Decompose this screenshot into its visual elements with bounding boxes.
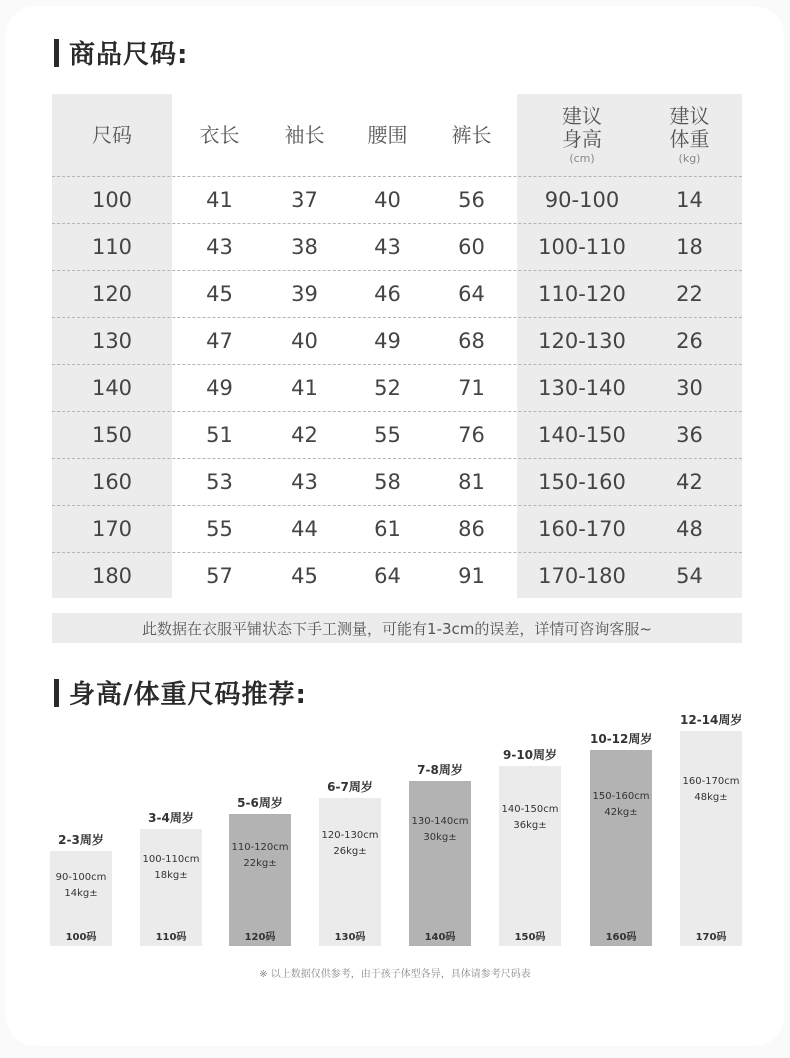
cell-pants: 91: [458, 563, 485, 588]
cell-pants: 56: [458, 187, 485, 212]
cell-length: 53: [206, 469, 233, 494]
height-range: 150-160cm: [592, 791, 650, 802]
table-row: [52, 458, 742, 505]
age-label: 7-8周岁: [417, 763, 463, 777]
cell-pants: 76: [458, 422, 485, 447]
cell-height: 170-180: [538, 563, 626, 588]
cell-size: 130: [91, 328, 133, 353]
header-length: 衣长: [199, 122, 240, 147]
age-label: 3-4周岁: [148, 811, 194, 825]
weight-value: 18kg±: [154, 870, 188, 881]
size-label: 160码: [605, 932, 637, 943]
weight-value: 14kg±: [64, 888, 98, 899]
cell-weight: 18: [676, 234, 703, 259]
size-table: [52, 94, 742, 598]
cell-length: 43: [206, 234, 233, 259]
table-row: [52, 505, 742, 552]
cell-height: 160-170: [538, 516, 626, 541]
cell-sleeve: 44: [291, 516, 318, 541]
section-title-text: 身高/体重尺码推荐:: [69, 680, 307, 710]
age-label: 12-14周岁: [680, 713, 743, 727]
cell-sleeve: 41: [291, 375, 318, 400]
size-bar: [229, 814, 291, 946]
age-label: 2-3周岁: [58, 833, 104, 847]
weight-value: 48kg±: [694, 792, 728, 803]
cell-sleeve: 42: [291, 422, 318, 447]
cell-height: 150-160: [538, 469, 626, 494]
table-header: [52, 94, 742, 176]
cell-sleeve: 45: [291, 563, 318, 588]
cell-height: 100-110: [538, 234, 626, 259]
header-pants: 裤长: [451, 122, 492, 147]
height-range: 130-140cm: [411, 816, 469, 827]
section-title-size: [54, 34, 188, 71]
height-range: 90-100cm: [55, 872, 107, 883]
size-label: 120码: [244, 932, 276, 943]
size-label: 110码: [155, 932, 187, 943]
cell-weight: 36: [676, 422, 703, 447]
cell-sleeve: 43: [291, 469, 318, 494]
cell-length: 47: [206, 328, 233, 353]
cell-pants: 86: [458, 516, 485, 541]
cell-pants: 71: [458, 375, 485, 400]
cell-waist: 61: [374, 516, 401, 541]
bar-info: [140, 852, 202, 884]
cell-length: 49: [206, 375, 233, 400]
cell-size: 120: [91, 281, 133, 306]
header-sleeve: 袖长: [284, 122, 325, 147]
size-label: 170码: [695, 932, 727, 943]
cell-size: 100: [91, 187, 133, 212]
size-label: 130码: [334, 932, 366, 943]
cell-size: 140: [91, 375, 133, 400]
cell-size: 150: [91, 422, 133, 447]
cell-waist: 49: [374, 328, 401, 353]
cell-pants: 60: [458, 234, 485, 259]
header-weight: 建议 体重 (kg): [669, 103, 710, 165]
cell-size: 160: [91, 469, 133, 494]
cell-weight: 26: [676, 328, 703, 353]
weight-value: 42kg±: [604, 807, 638, 818]
table-row: [52, 270, 742, 317]
cell-height: 90-100: [544, 187, 620, 212]
cell-length: 45: [206, 281, 233, 306]
age-label: 10-12周岁: [590, 732, 653, 746]
cell-size: 180: [91, 563, 133, 588]
header-waist: 腰围: [367, 122, 408, 147]
height-range: 140-150cm: [501, 804, 559, 815]
cell-waist: 64: [374, 563, 401, 588]
footnote: ※ 以上数据仅供参考，由于孩子体型各异，具体请参考尺码表: [259, 969, 531, 980]
bar-info: [499, 802, 561, 834]
cell-pants: 81: [458, 469, 485, 494]
cell-length: 41: [206, 187, 233, 212]
bar-info: [229, 840, 291, 872]
table-row: [52, 223, 742, 270]
age-label: 9-10周岁: [502, 748, 558, 762]
size-label: 150码: [514, 932, 546, 943]
cell-waist: 43: [374, 234, 401, 259]
age-label: 5-6周岁: [237, 796, 283, 810]
cell-height: 130-140: [538, 375, 626, 400]
bar-info: [680, 774, 742, 806]
table-row: [52, 364, 742, 411]
cell-waist: 40: [374, 187, 401, 212]
weight-value: 22kg±: [243, 858, 277, 869]
title-bar: [54, 39, 59, 67]
cell-pants: 64: [458, 281, 485, 306]
table-row: [52, 176, 742, 223]
header-height: 建议 身高 (cm): [562, 103, 602, 165]
size-label: 100码: [65, 932, 97, 943]
height-range: 110-120cm: [231, 842, 289, 853]
cell-height: 110-120: [538, 281, 626, 306]
bar-info: [319, 828, 381, 860]
cell-waist: 46: [374, 281, 401, 306]
cell-size: 110: [91, 234, 133, 259]
cell-waist: 55: [374, 422, 401, 447]
height-range: 120-130cm: [321, 830, 379, 841]
cell-weight: 54: [676, 563, 703, 588]
weight-value: 26kg±: [333, 846, 367, 857]
measure-note: 此数据在衣服平铺状态下手工测量，可能有1-3cm的误差，详情可咨询客服~: [52, 613, 742, 643]
age-label: 6-7周岁: [327, 780, 373, 794]
cell-size: 170: [91, 516, 133, 541]
cell-height: 120-130: [538, 328, 626, 353]
bar-info: [409, 814, 471, 846]
cell-pants: 68: [458, 328, 485, 353]
cell-waist: 58: [374, 469, 401, 494]
table-row: [52, 552, 742, 599]
cell-weight: 14: [676, 187, 703, 212]
cell-sleeve: 37: [291, 187, 318, 212]
cell-sleeve: 39: [291, 281, 318, 306]
weight-value: 36kg±: [513, 820, 547, 831]
size-label: 140码: [424, 932, 456, 943]
height-range: 160-170cm: [682, 776, 740, 787]
cell-length: 57: [206, 563, 233, 588]
cell-weight: 42: [676, 469, 703, 494]
header-size: 尺码: [92, 122, 132, 147]
cell-waist: 52: [374, 375, 401, 400]
section-title-text: 商品尺码:: [69, 40, 189, 70]
cell-weight: 48: [676, 516, 703, 541]
cell-length: 55: [206, 516, 233, 541]
size-bar: [409, 781, 471, 946]
size-bar: [590, 750, 652, 946]
table-row: [52, 411, 742, 458]
cell-weight: 22: [676, 281, 703, 306]
cell-weight: 30: [676, 375, 703, 400]
bar-info: [590, 789, 652, 821]
cell-sleeve: 40: [291, 328, 318, 353]
weight-value: 30kg±: [423, 832, 457, 843]
bar-info: [50, 870, 112, 902]
table-row: [52, 317, 742, 364]
title-bar: [54, 679, 59, 707]
cell-height: 140-150: [538, 422, 626, 447]
size-bar: [499, 766, 561, 946]
cell-sleeve: 38: [291, 234, 318, 259]
height-range: 100-110cm: [142, 854, 200, 865]
size-bar: [680, 731, 742, 946]
cell-length: 51: [206, 422, 233, 447]
size-bar: [319, 798, 381, 946]
section-title-recommend: [54, 674, 307, 711]
